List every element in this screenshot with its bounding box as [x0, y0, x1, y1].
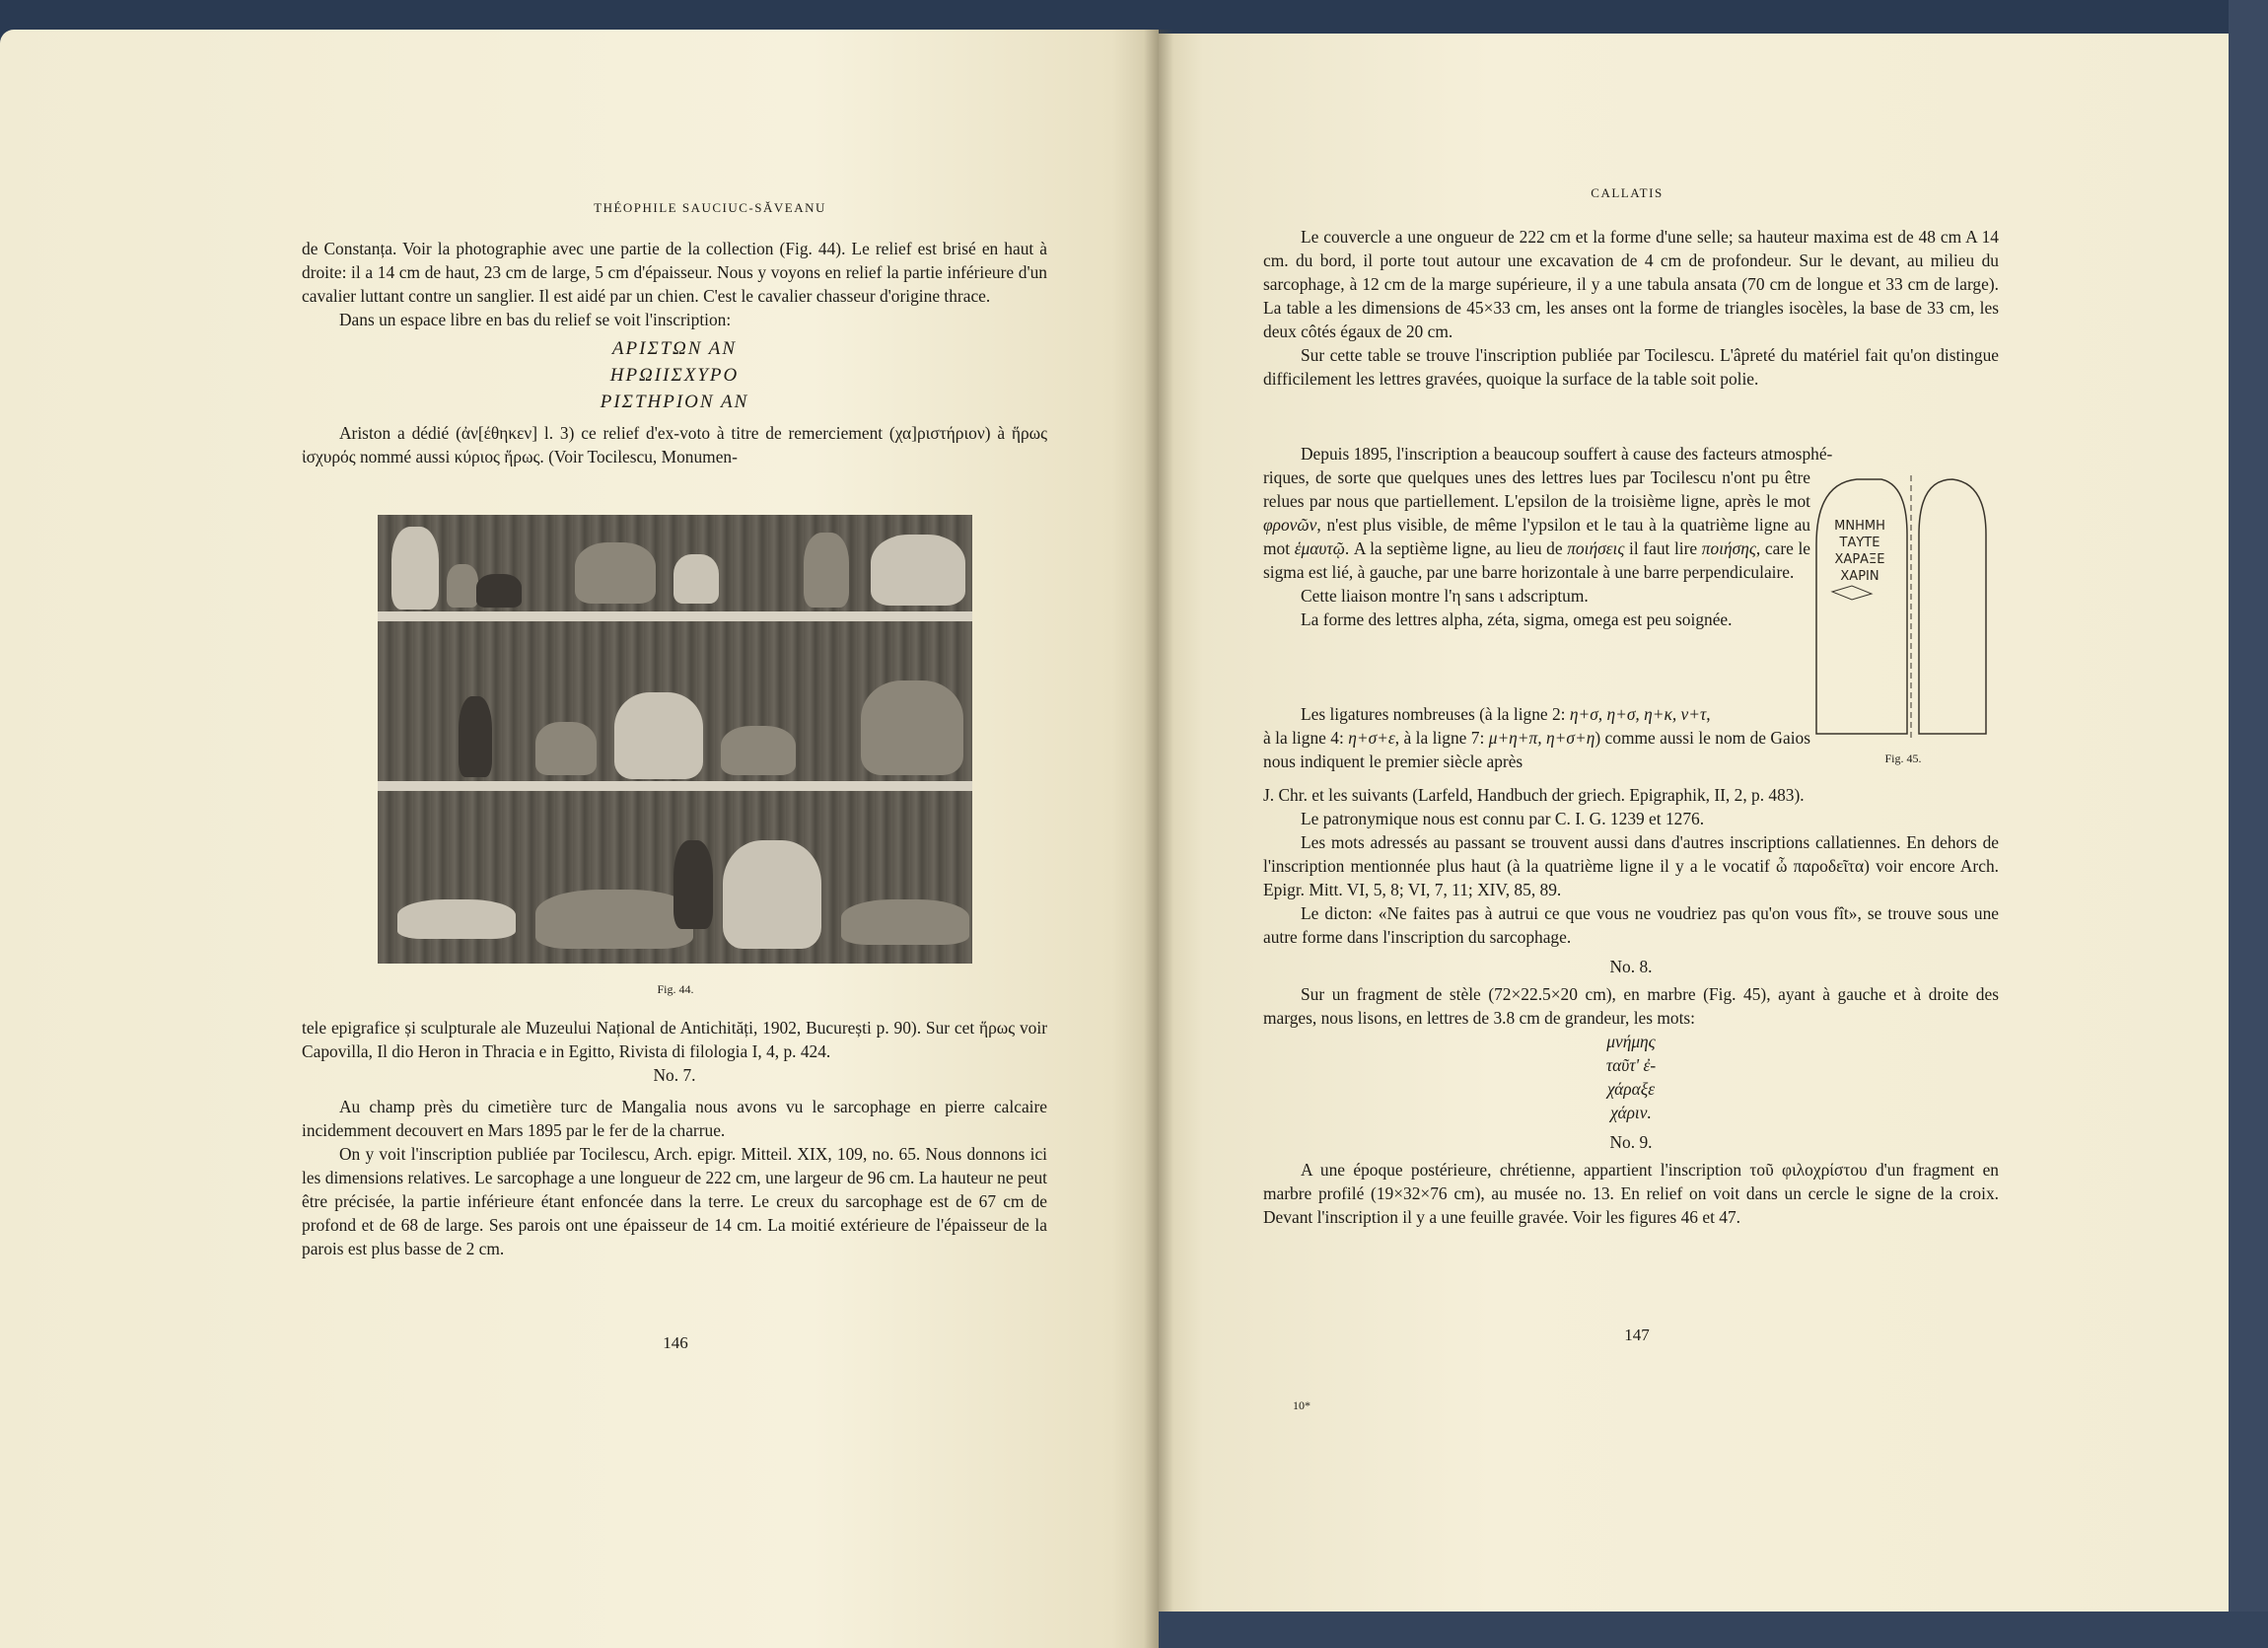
book-edge: [2229, 0, 2268, 1648]
greek-line-1: μνήμης: [1606, 1032, 1656, 1051]
book-gutter: [1144, 30, 1173, 1648]
right-text-wrap: [1263, 466, 1810, 631]
greek-line-4: χάριν.: [1610, 1103, 1652, 1122]
right-para-5: La forme des lettres alpha, zéta, sigma, omega est peu soignée.: [1301, 609, 1733, 629]
inscription-line-3: ΡΙΣΤΗΡΙΟΝ ΑΝ: [600, 392, 749, 412]
left-para-5: Au champ près du cimetière turc de Mangalia nous avons vu le sarcophage en pierre calcaire incidemment decouvert en Mars 1895 par le fer de la charrue.: [302, 1097, 1047, 1140]
left-para-6: On y voit l'inscription publiée par Tocilescu, Arch. epigr. Mitteil. XIX, 109, no. 65. Nous donnons ici les dimensions relatives. Le sarcophage a une longueur de 222 cm, une largeur de 96 cm. La hauteur ne peut être précisée, la partie inférieure étant enfoncée dans la terre. Le creux du sarcophage est de 67 cm de profond et de 68 de large. Ses parois ont une épaisseur de 14 cm. La moitié extérieure de l'épaisseur de la parois est plus basse de 2 cm.: [302, 1144, 1047, 1258]
greek-line-3: χάραξε: [1606, 1079, 1656, 1099]
signature-mark: 10*: [1293, 1398, 1311, 1412]
left-text-bottom: [302, 1016, 1047, 1260]
left-running-head: THÉOPHILE SAUCIUC-SĂVEANU: [594, 200, 826, 215]
right-para-1: Le couvercle a une ongueur de 222 cm et la forme d'une selle; sa hauteur maxima est de 48 cm A 14 cm. du bord, il porte tout autour une excavation de 4 cm de profondeur. Sur le devant, au milieu du sarcophage, à 12 cm de la marge supérieure, il y a une tabula ansata (70 cm de longue et 33 cm de large). La table a les dimensions de 45×33 cm, les anses ont la forme de triangles isocèles, la base de 33 cm, les deux côtés égaux de 20 cm.: [1263, 227, 1999, 341]
right-para-3-rest: riques, de sorte que quelques unes des lettres lues par Tocilescu n'ont pu être relues par nous que partiellement. L'epsilon de la troisième ligne, après le mot φρονῶν, n'est plus visible, de même l'ypsilon et le tau à la quatrième ligne au mot ἑμαυτῷ. A la septième ligne, au lieu de ποιήσεις il faut lire ποιήσης, care le sigma est lié, à gauche, par une barre horizontale à une barre perpendiculaire.: [1263, 467, 1811, 582]
left-para-1: de Constanța. Voir la photographie avec une partie de la collection (Fig. 44). Le relief est brisé en haut à droite: il a 14 cm de haut, 23 cm de large, 5 cm d'épaisseur. Nous y voyons en relief la partie inférieure d'un cavalier luttant contre un sanglier. Il est aidé par un chien. C'est le cavalier chasseur d'origine thrace.: [302, 239, 1047, 306]
stele-line-4: ΧΑΡΙΝ: [1840, 569, 1879, 584]
left-page-number: 146: [663, 1333, 688, 1352]
right-para-6-head: Les ligatures nombreuses (à la ligne 2: η+σ, η+σ, η+κ, ν+τ, à la ligne 4: η+σ+ε, à la ligne 7: μ+η+π, η+σ+η) comme aussi le nom de Gaios nous indiquent le premier siècle après: [1263, 704, 1810, 771]
right-para-3-head: Depuis 1895, l'inscription a beaucoup souffert à cause des facteurs atmosphé-: [1301, 444, 1833, 464]
right-text-top: [1263, 225, 1999, 391]
greek-line-2: ταῦτ' ἐ-: [1605, 1055, 1657, 1075]
book-cover-edge: [1159, 1612, 2268, 1648]
right-para-4: Cette liaison montre l'η sans ι adscriptum.: [1301, 586, 1589, 606]
stele-line-3: ΧΑΡΑΞΕ: [1834, 552, 1885, 567]
right-para-7: Le patronymique nous est connu par C. I. G. 1239 et 1276.: [1301, 809, 1705, 828]
stele-line-1: ΜΝΗΜΗ: [1834, 519, 1885, 534]
fig-44-caption: Fig. 44.: [657, 982, 694, 996]
right-para-10: Sur un fragment de stèle (72×22.5×20 cm), en marbre (Fig. 45), ayant à gauche et à droite des marges, nous lisons, en lettres de 3.8 cm de grandeur, les mots:: [1263, 984, 1999, 1028]
right-para-2: Sur cette table se trouve l'inscription publiée par Tocilescu. L'âpreté du matériel fait qu'on distingue difficilement les lettres gravées, quoique la surface de la table soit polie.: [1263, 345, 1999, 389]
inscription-line-1: ΑΡΙΣΤΩΝ ΑΝ: [611, 338, 738, 359]
right-running-head: CALLATIS: [1591, 185, 1664, 200]
left-text-top: [302, 237, 1047, 468]
section-no-9: No. 9.: [1609, 1132, 1653, 1152]
inscription-line-2: ΗΡΩΙΙΣΧΥΡΟ: [609, 365, 740, 386]
right-para-8: Les mots adressés au passant se trouvent aussi dans d'autres inscriptions callatiennes. En dehors de l'inscription mentionnée plus haut (à la quatrième ligne il y a le vocatif ὦ παροδεῖτα) voir encore Arch. Epigr. Mitt. VI, 5, 8; VI, 7, 11; XIV, 85, 89.: [1263, 832, 1999, 899]
left-para-4: tele epigrafice și sculpturale ale Muzeului Național de Antichități, 1902, București p. 90). Sur cet ἥρως voir Capovilla, Il dio Heron in Thracia e in Egitto, Rivista di filologia I, 4, p. 424.: [302, 1018, 1047, 1061]
left-para-2: Dans un espace libre en bas du relief se voit l'inscription:: [339, 310, 732, 329]
figure-45-stele-drawing: [1812, 475, 1992, 740]
right-page-number: 147: [1624, 1326, 1650, 1344]
right-para-11: A une époque postérieure, chrétienne, appartient l'inscription τοῦ φιλοχρίστου d'un fragment en marbre profilé (19×32×76 cm), au musée no. 13. En relief on voit dans un cercle le signe de la croix. Devant l'inscription il y a une feuille gravée. Voir les figures 46 et 47.: [1263, 1160, 1999, 1227]
stele-line-2: ΤΑΥΤΕ: [1839, 536, 1880, 550]
section-no-7: No. 7.: [653, 1065, 696, 1085]
right-para-9: Le dicton: «Ne faites pas à autrui ce que vous ne voudriez pas qu'on vous fît», se trouve sous une autre forme dans l'inscription du sarcophage.: [1263, 903, 1999, 947]
fig-45-caption: Fig. 45.: [1884, 752, 1922, 765]
right-text-bottom: J. Chr. et les suivants (Larfeld, Handbuch der griech. Epigraphik, II, 2, p. 483). Le patronymique nous est connu par C. I. G. 1239 et 1276. Les mots adressés au passant se trouvent aussi dans d'autres inscriptions callatiennes. En dehors de l'inscription mentionnée plus haut (à la quatrième ligne il y a le vocatif ὦ παροδεῖτα) voir encore Arch. Epigr. Mitt. VI, 5, 8; VI, 7, 11; XIV, 85, 89. Le dicton: «Ne faites pas à autrui ce que vous ne voudriez pas qu'on vous fît», se trouve sous une autre forme dans l'inscription du sarcophage. No. 8. Sur un fragment de stèle (72×22.5×20 cm), en marbre (Fig. 45), ayant à gauche et à droite des marges, nous lisons, en lettres de 3.8 cm de grandeur, les mots: μνήμης ταῦτ' ἐ- χάραξε χάριν. No. 9. A une époque postérieure, chrétienne, appartient l'inscription τοῦ φιλοχρίστου d'un fragment en marbre profilé (19×32×76 cm), au musée no. 13. En relief on voit dans un cercle le signe de la croix. Devant l'inscription il y a une feuille gravée. Voir les figures 46 et 47.: [1263, 785, 1999, 1227]
section-no-8: No. 8.: [1609, 957, 1653, 976]
left-para-3: Ariston a dédié (ἀν[έθηκεν] l. 3) ce relief d'ex-voto à titre de remerciement (χα]ριστήριον) à ἥρως ἰσχυρός nommé aussi κύριος ἥρως. (Voir Tocilescu, Monumen-: [302, 423, 1047, 466]
figure-44-photo: [378, 515, 972, 964]
